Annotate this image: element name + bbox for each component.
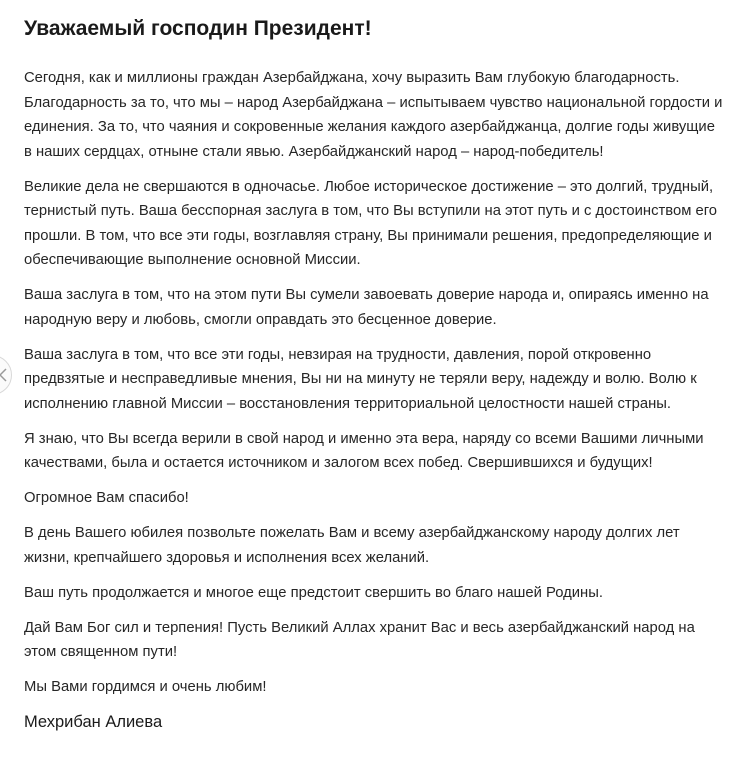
letter-paragraph: Я знаю, что Вы всегда верили в свой народ и именно эта вера, наряду со всеми Вашими личными качествами, была и остается источником и залогом всех побед. Свершившихся и будущих! (24, 430, 704, 471)
letter-paragraph: Огромное Вам спасибо! (24, 490, 189, 506)
letter-signature: Мехрибан Алиева (24, 713, 163, 731)
chevron-left-icon (0, 368, 7, 382)
letter-paragraph: Великие дела не свершаются в одночасье. Любое историческое достижение – это долгий, трудный, тернистый путь. Ваша бесспорная заслуга в том, что Вы вступили на этот путь и с достоинством его прошли. В том, что все эти годы, возглавляя страну, Вы принимали решения, предопределяющие и обеспечивающие выполнение основной Миссии. (24, 178, 718, 268)
letter-title: Уважаемый господин Президент! (24, 17, 372, 40)
letter-paragraph: Ваш путь продолжается и многое еще предстоит свершить во благо нашей Родины. (24, 584, 603, 601)
letter-paragraph: В день Вашего юбилея позвольте пожелать Вам и всему азербайджанскому народу долгих лет жизни, крепчайшего здоровья и исполнения всех желаний. (24, 525, 680, 566)
letter-paragraph: Ваша заслуга в том, что на этом пути Вы сумели завоевать доверие народа и, опираясь именно на народную веру и любовь, смогли оправдать это бесценное доверие. (24, 287, 709, 328)
letter-paragraph: Дай Вам Бог сил и терпения! Пусть Великий Аллах хранит Вас и весь азербайджанский народ на этом священном пути! (24, 619, 695, 660)
letter (24, 14, 724, 734)
previous-slide-button[interactable] (0, 355, 12, 395)
letter-paragraph: Мы Вами гордимся и очень любим! (24, 679, 267, 695)
letter-paragraph: Сегодня, как и миллионы граждан Азербайджана, хочу выразить Вам глубокую благодарность. Благодарность за то, что мы – народ Азербайджана – испытываем чувство национальной гордости и единения. За то, что чаяния и сокровенные желания каждого азербайджанца, долгие годы живущие в наших сердцах, отныне стали явью. Азербайджанский народ – народ-победитель! (24, 70, 723, 160)
letter-paragraph: Ваша заслуга в том, что все эти годы, невзирая на трудности, давления, порой откровенно предвзятые и несправедливые мнения, Вы ни на минуту не теряли веру, надежду и волю. Волю к исполнению главной Миссии – восстановления территориальной целостности нашей страны. (24, 346, 697, 412)
